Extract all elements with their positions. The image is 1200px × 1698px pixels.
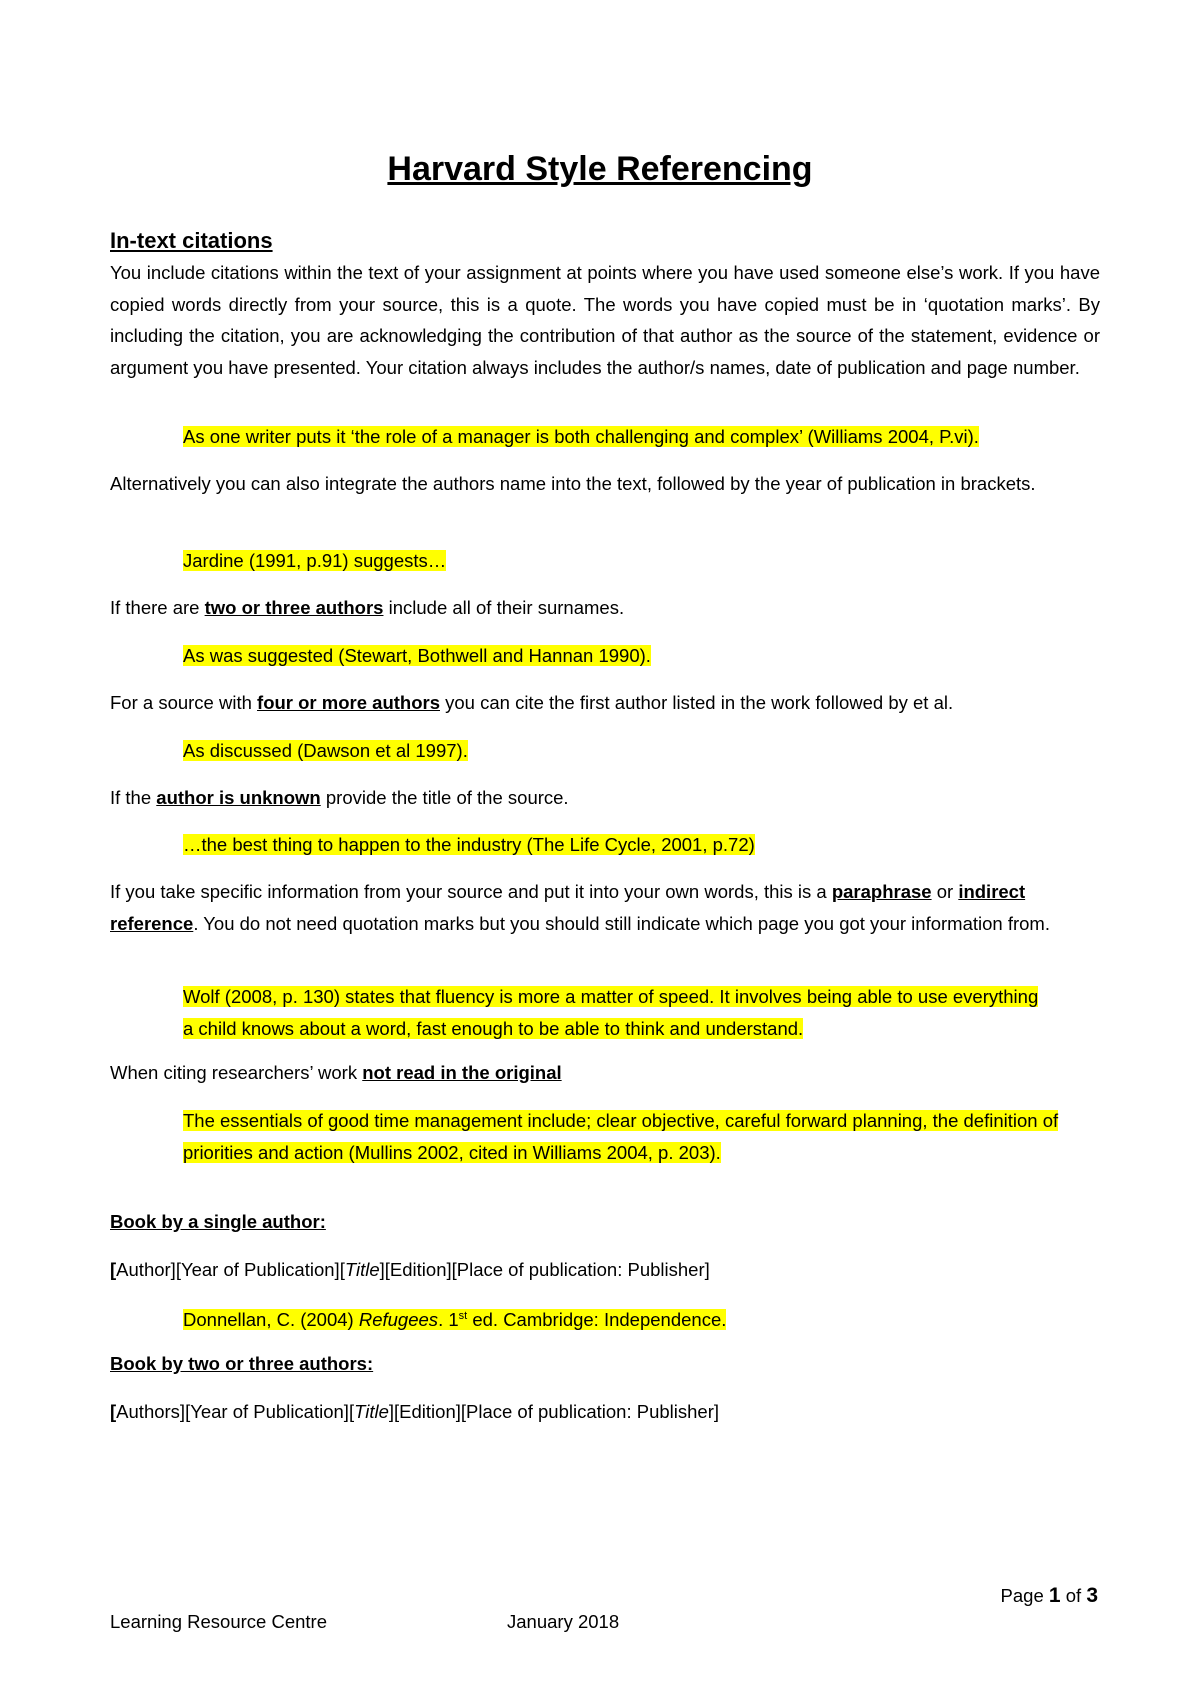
unknown-author-paragraph: [110, 782, 1100, 814]
text-run: ][Edition][Place of publication: Publisher]: [379, 1259, 710, 1280]
footer-organization: Learning Resource Centre: [110, 1611, 327, 1632]
example-highlight: As was suggested (Stewart, Bothwell and Hannan 1990).: [183, 645, 651, 666]
subheading-text: Book by two or three authors:: [110, 1353, 374, 1374]
example-highlight: Wolf (2008, p. 130) states that fluency is more a matter of speed. It involves being able to use everything a child knows about a word, fast enough to be able to think and understand.: [183, 986, 1039, 1039]
text-run: you can cite the first author listed in the work followed by et al.: [440, 692, 954, 713]
page-total: 3: [1086, 1584, 1098, 1607]
single-author-heading: [110, 1206, 1100, 1238]
example-highlight: As one writer puts it ‘the role of a manager is both challenging and complex’ (Williams 2004, P.vi).: [183, 426, 979, 447]
text-run: For a source with: [110, 692, 258, 713]
text-run: include all of their surnames.: [383, 597, 625, 618]
example-highlight: Jardine (1991, p.91) suggests…: [183, 550, 447, 571]
page-current: 1: [1048, 1584, 1061, 1607]
example-single-author: [183, 1301, 1083, 1336]
not-read-paragraph: [110, 1057, 1100, 1089]
footer-date: January 2018: [507, 1611, 620, 1632]
text-run: or: [931, 881, 959, 902]
example-integrated: [183, 545, 1083, 577]
text-run: ][Edition][Place of publication: Publisher]: [388, 1401, 719, 1422]
two-three-authors-paragraph: [110, 592, 1100, 624]
emphasis-text: author is unknown: [156, 787, 321, 808]
emphasis-text: indirect reference: [110, 881, 1026, 934]
example-paraphrase: [183, 981, 1043, 1044]
example-highlight: As discussed (Dawson et al 1997).: [183, 740, 468, 761]
bracket: [: [110, 1259, 117, 1280]
emphasis-text: two or three authors: [204, 597, 384, 618]
emphasis-text: not read in the original: [362, 1062, 562, 1083]
text-run: Authors][Year of Publication][: [116, 1401, 355, 1422]
two-three-authors-heading: [110, 1348, 1100, 1380]
text-run: If there are: [110, 597, 205, 618]
italic-title: Title: [344, 1259, 380, 1280]
intro-paragraph: You include citations within the text of your assignment at points where you have used someone else’s work. If you have copied words directly from your source, this is a quote. The words you have copied must be in ‘quotation marks’. By including the citation, you are acknowledging the contribution of that author as the source of the statement, evidence or argument you have presented. Your citation always includes the author/s names, date of publication and page number.: [110, 262, 1100, 378]
section-heading: In-text citations: [110, 228, 273, 253]
italic-title: Title: [354, 1401, 389, 1422]
italic-title: Refugees: [358, 1309, 439, 1331]
example-highlight: [183, 1309, 726, 1330]
subheading-text: Book by a single author:: [110, 1211, 326, 1232]
text-run: When citing researchers’ work: [110, 1062, 363, 1083]
emphasis-text: paraphrase: [831, 881, 932, 902]
example-quote: [183, 421, 1083, 453]
four-more-authors-paragraph: [110, 687, 1100, 719]
text-run: ed. Cambridge: Independence.: [467, 1309, 727, 1331]
example-highlight: The essentials of good time management include; clear objective, careful forward planning, the definition of priorities and action (Mullins 2002, cited in Williams 2004, p. 203).: [183, 1110, 1059, 1163]
page-label: Page: [1000, 1585, 1044, 1606]
two-three-authors-format: [110, 1396, 1100, 1428]
superscript: st: [458, 1310, 468, 1322]
page-number: [1001, 1584, 1098, 1608]
text-run: Author][Year of Publication][: [116, 1259, 345, 1280]
example-two-three-authors: [183, 640, 1083, 672]
text-run: Donnellan, C. (2004): [183, 1309, 359, 1331]
single-author-format: [110, 1254, 1100, 1286]
document-title: Harvard Style Referencing: [387, 150, 813, 188]
text-run: . 1: [438, 1309, 459, 1331]
text-run: . You do not need quotation marks but you should still indicate which page you got your information from.: [193, 912, 1050, 934]
example-secondary-citation: [183, 1105, 1063, 1168]
paraphrase-paragraph: [110, 876, 1070, 939]
text-run: If you take specific information from your source and put it into your own words, this is a: [110, 881, 832, 902]
alt-paragraph: Alternatively you can also integrate the authors name into the text, followed by the year of publication in brackets.: [110, 473, 1036, 494]
example-unknown-author: [183, 829, 1083, 861]
bracket: [: [110, 1401, 117, 1422]
page-of: of: [1065, 1585, 1082, 1606]
text-run: If the: [110, 787, 157, 808]
emphasis-text: four or more authors: [257, 692, 440, 713]
example-highlight: …the best thing to happen to the industry (The Life Cycle, 2001, p.72): [183, 834, 755, 855]
example-et-al: [183, 735, 1083, 767]
text-run: provide the title of the source.: [320, 787, 569, 808]
